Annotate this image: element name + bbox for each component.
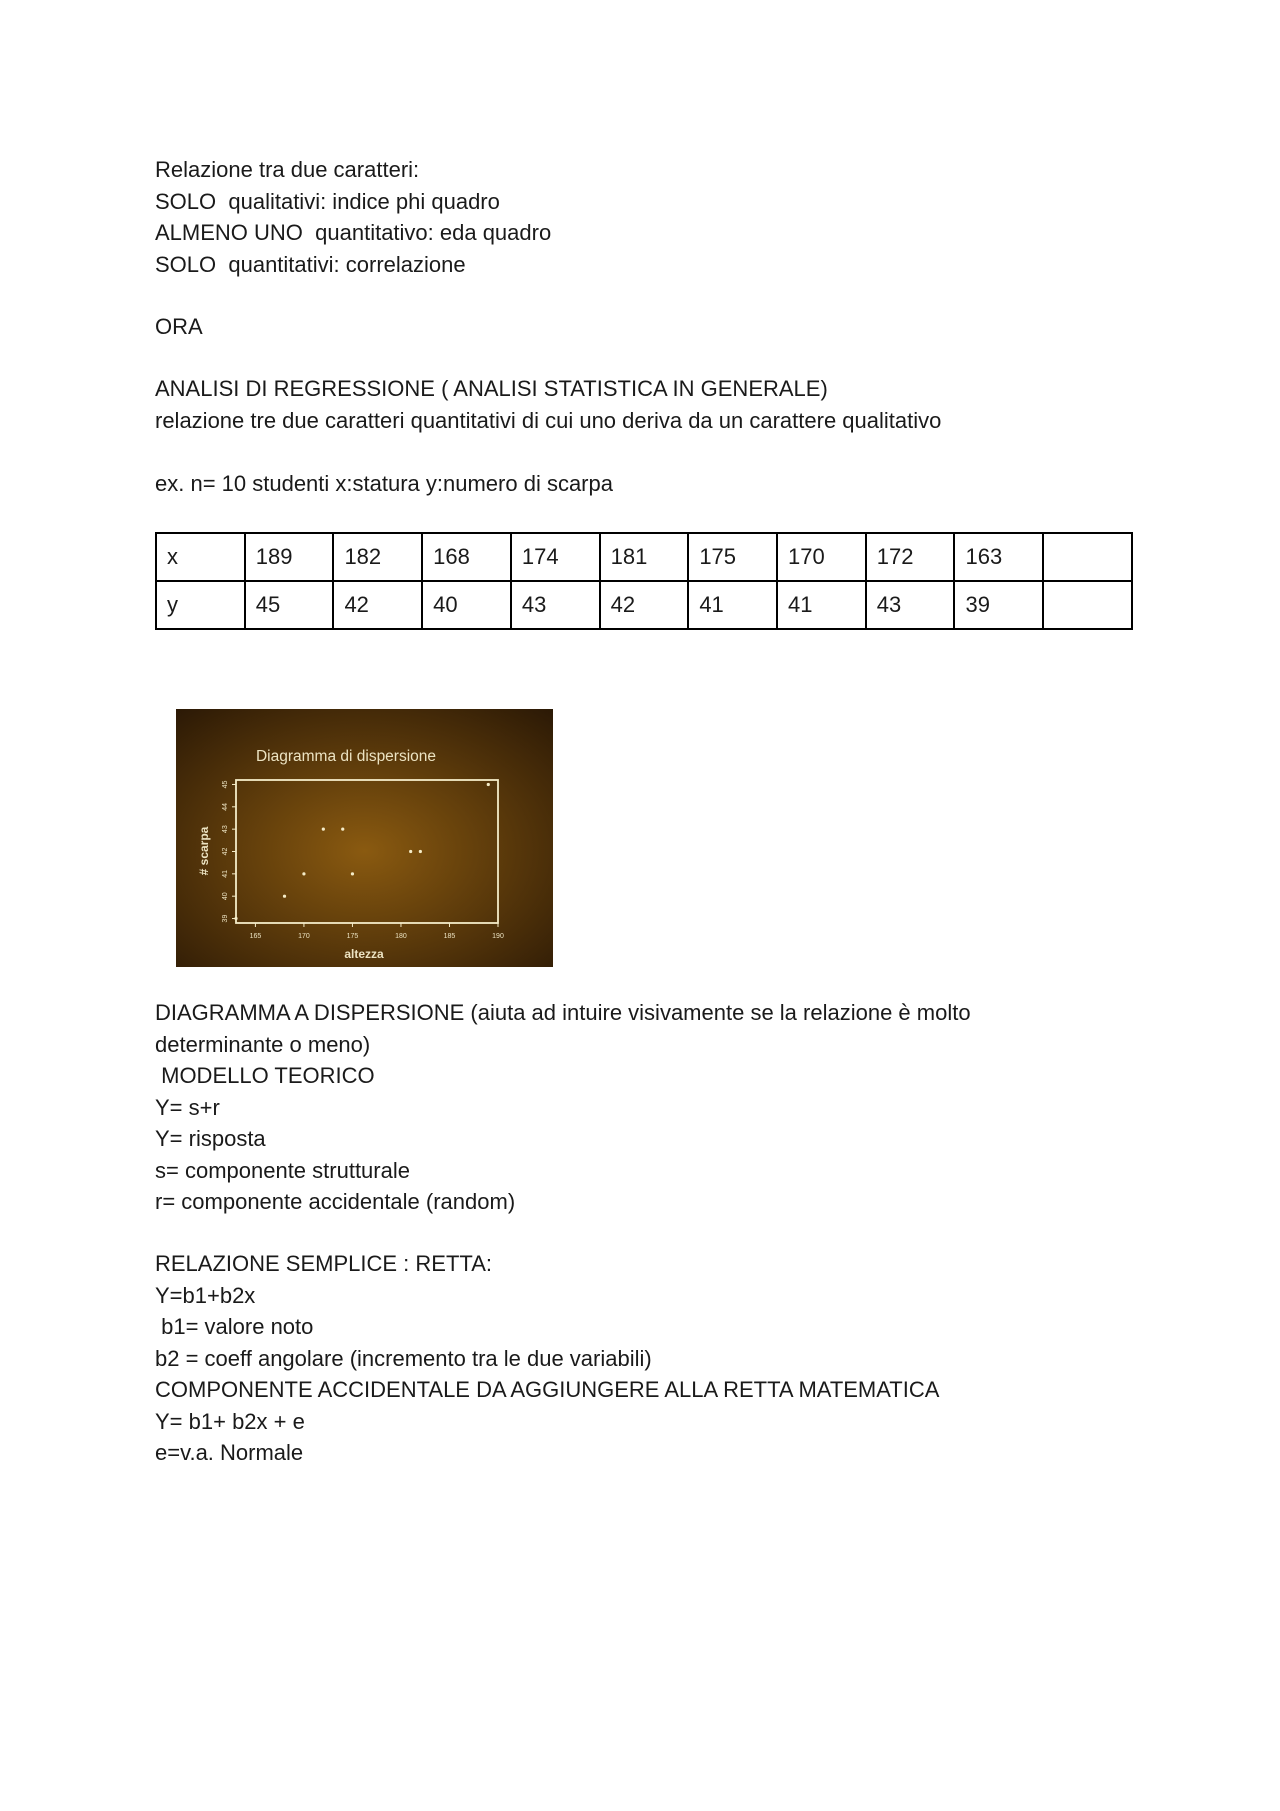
- table-cell: 174: [511, 533, 600, 581]
- scatter-point: [302, 872, 305, 875]
- relation-line: Y= b1+ b2x + e: [155, 1408, 305, 1434]
- table-cell: 43: [866, 581, 955, 629]
- regression-block: [155, 373, 941, 436]
- scatter-point: [283, 895, 286, 898]
- scatter-point: [322, 828, 325, 831]
- relation-line: b1= valore noto: [155, 1314, 314, 1339]
- diagram-block: [155, 997, 971, 1218]
- regression-description: relazione tre due caratteri quantitativi di cui uno deriva da un carattere qualitativo: [155, 407, 942, 433]
- y-tick-label: 40: [221, 892, 229, 901]
- x-tick-label: 170: [298, 933, 310, 940]
- regression-heading: ANALISI DI REGRESSIONE ( ANALISI STATISTICA IN GENERALE): [155, 376, 828, 401]
- table-cell: 42: [333, 581, 422, 629]
- scatter-point: [419, 850, 422, 853]
- y-tick-label: 42: [221, 847, 229, 856]
- table-cell: 42: [600, 581, 689, 629]
- x-tick-label: 180: [395, 933, 407, 940]
- table-cell: [1043, 581, 1132, 629]
- ora-block: [155, 311, 203, 343]
- scatter-plot-image: [176, 709, 553, 967]
- x-tick-label: 175: [346, 933, 359, 940]
- table-cell: x: [156, 533, 245, 581]
- scatter-point: [351, 872, 354, 875]
- scatter-point: [487, 783, 490, 786]
- table-cell: 40: [422, 581, 511, 629]
- table-cell: 182: [333, 533, 422, 581]
- intro-line: SOLO qualitativi: indice phi quadro: [155, 188, 500, 214]
- diagram-line: DIAGRAMMA A DISPERSIONE (aiuta ad intuire visivamente se la relazione è molto: [155, 1000, 971, 1025]
- scatter-plot: [176, 709, 553, 967]
- table-cell: 43: [511, 581, 600, 629]
- table-cell: 45: [245, 581, 334, 629]
- intro-line: SOLO quantitativi: correlazione: [155, 251, 466, 277]
- x-axis-label: altezza: [344, 947, 384, 961]
- scatter-point: [234, 917, 237, 920]
- table-row: [156, 533, 1132, 581]
- table-cell: 189: [245, 533, 334, 581]
- intro-block: [155, 154, 551, 280]
- relation-line: e=v.a. Normale: [155, 1440, 304, 1465]
- table-cell: 41: [777, 581, 866, 629]
- table-cell: 168: [422, 533, 511, 581]
- table-cell: 163: [954, 533, 1043, 581]
- diagram-line: s= componente strutturale: [155, 1157, 410, 1183]
- intro-line: ALMENO UNO quantitativo: eda quadro: [155, 220, 552, 245]
- table-cell: 172: [866, 533, 955, 581]
- ora-heading: ORA: [155, 314, 203, 339]
- y-tick-label: 43: [221, 825, 229, 834]
- relation-line: b2 = coeff angolare (incremento tra le due variabili): [155, 1345, 652, 1371]
- relation-block: [155, 1248, 939, 1469]
- diagram-line: MODELLO TEORICO: [155, 1063, 375, 1088]
- relation-line: RELAZIONE SEMPLICE : RETTA:: [155, 1251, 492, 1276]
- x-tick-label: 185: [443, 933, 456, 940]
- relation-line: Y=b1+b2x: [155, 1282, 256, 1308]
- example-text: ex. n= 10 studenti x:statura y:numero di scarpa: [155, 471, 613, 496]
- table-cell: 41: [688, 581, 777, 629]
- y-tick-label: 45: [221, 780, 229, 789]
- chart-title: Diagramma di dispersione: [255, 748, 437, 765]
- table-cell: 175: [688, 533, 777, 581]
- table-row: [156, 581, 1132, 629]
- table-cell: 181: [600, 533, 689, 581]
- y-tick-label: 39: [221, 914, 229, 923]
- diagram-line: Y= s+r: [155, 1094, 220, 1120]
- x-tick-label: 190: [492, 933, 504, 940]
- scatter-point: [409, 850, 412, 853]
- diagram-line: determinante o meno): [155, 1031, 371, 1057]
- y-tick-label: 41: [221, 869, 229, 878]
- table-cell: y: [156, 581, 245, 629]
- scatter-point: [341, 828, 344, 831]
- relation-line: COMPONENTE ACCIDENTALE DA AGGIUNGERE ALLA RETTA MATEMATICA: [155, 1377, 940, 1402]
- y-tick-label: 44: [221, 802, 229, 811]
- table-cell: [1043, 533, 1132, 581]
- table-cell: 39: [954, 581, 1043, 629]
- diagram-line: r= componente accidentale (random): [155, 1189, 516, 1214]
- diagram-line: Y= risposta: [155, 1126, 266, 1151]
- intro-line: Relazione tra due caratteri:: [155, 157, 420, 182]
- x-tick-label: 165: [249, 933, 262, 940]
- y-axis-label: # scarpa: [197, 826, 211, 876]
- table-cell: 170: [777, 533, 866, 581]
- data-table: [155, 532, 1133, 630]
- example-block: [155, 468, 613, 500]
